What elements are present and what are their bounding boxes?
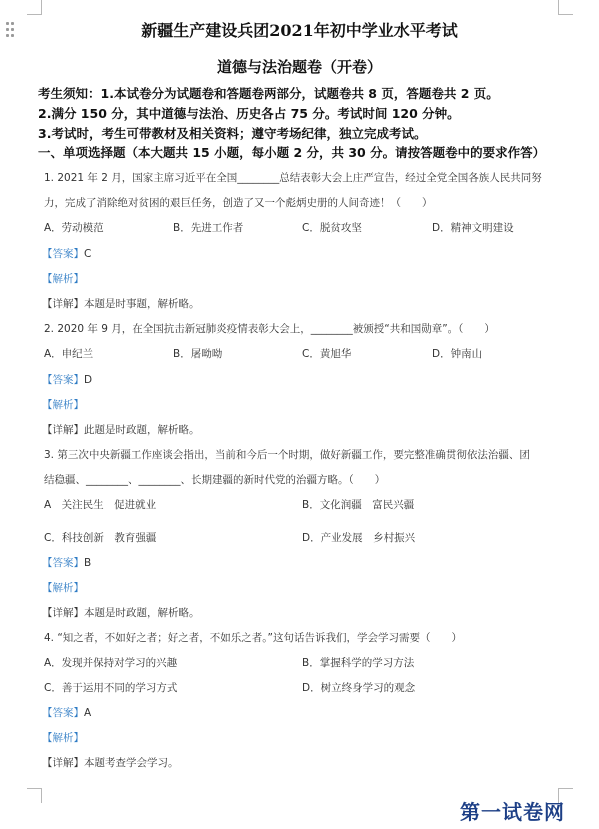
question-1-option-a: A．劳动模范: [44, 222, 104, 234]
question-2-detail: 【详解】此题是时政题，解析略。: [42, 424, 200, 436]
question-3-option-c: C．科技创新 教育强疆: [44, 532, 157, 544]
question-1-line-2: 力，完成了消除绝对贫困的艰巨任务，创造了又一个彪炳史册的人间奇迹！（ ）: [44, 197, 433, 209]
question-3-detail: 【详解】本题是时政题，解析略。: [42, 607, 200, 619]
question-1-answer: 【答案】C: [42, 248, 92, 260]
question-4-option-d: D．树立终身学习的观念: [302, 682, 416, 694]
question-4-option-c: C．善于运用不同的学习方式: [44, 682, 178, 694]
question-1-option-d: D．精神文明建设: [432, 222, 514, 234]
question-3-option-b: B．文化润疆 富民兴疆: [302, 499, 415, 511]
question-2-option-a: A．申纪兰: [44, 348, 94, 360]
question-2-option-d: D．钟南山: [432, 348, 483, 360]
section-heading: 一、单项选择题（本大题共 15 小题，每小题 2 分，共 30 分。请按答题卷中的要求作答）: [38, 145, 546, 160]
question-1-line-1: 1. 2021 年 2 月，国家主席习近平在全国________总结表彰大会上庄严宣告，经过全党全国各族人民共同努: [44, 172, 542, 184]
question-3-line-1: 3. 第三次中央新疆工作座谈会指出，当前和今后一个时期，做好新疆工作，要完整准确贯彻依法治疆、团: [44, 449, 530, 461]
question-1-option-c: C．脱贫攻坚: [302, 222, 362, 234]
question-1-detail: 【详解】本题是时事题，解析略。: [42, 298, 200, 310]
question-3-option-a: A 关注民生 促进就业: [44, 499, 157, 511]
question-2-option-c: C．黄旭华: [302, 348, 352, 360]
crop-mark-top-left: [27, 0, 42, 15]
question-4-analysis: 【解析】: [42, 732, 84, 744]
notice-line-2: 2.满分 150 分，其中道德与法治、历史各占 75 分。考试时间 120 分钟。: [38, 106, 460, 121]
question-2-analysis: 【解析】: [42, 399, 84, 411]
question-3-answer: 【答案】B: [42, 557, 92, 569]
question-2-line-1: 2. 2020 年 9 月，在全国抗击新冠肺炎疫情表彰大会上，________被颁授“共和国勋章”。（ ）: [44, 323, 495, 335]
exam-title: 新疆生产建设兵团2021年初中学业水平考试: [141, 21, 458, 40]
question-1-analysis: 【解析】: [42, 273, 84, 285]
question-4-option-a: A．发现并保持对学习的兴趣: [44, 657, 178, 669]
question-3-analysis: 【解析】: [42, 582, 84, 594]
question-4-answer: 【答案】A: [42, 707, 92, 719]
question-2-option-b: B．屠呦呦: [173, 348, 223, 360]
crop-mark-bottom-left: [27, 788, 42, 803]
question-1-option-b: B．先进工作者: [173, 222, 244, 234]
question-4-line-1: 4. “知之者，不如好之者；好之者，不如乐之者。”这句话告诉我们，学会学习需要（ ）: [44, 632, 462, 644]
question-4-option-b: B．掌握科学的学习方法: [302, 657, 415, 669]
crop-mark-top-right: [558, 0, 573, 15]
notice-line-1: 考生须知：1.本试卷分为试题卷和答题卷两部分，试题卷共 8 页，答题卷共 2 页。: [38, 86, 499, 101]
notice-line-3: 3.考试时，考生可带教材及相关资料；遵守考场纪律，独立完成考试。: [38, 126, 427, 141]
exam-subtitle: 道德与法治题卷（开卷）: [216, 58, 382, 76]
question-4-detail: 【详解】本题考查学会学习。: [42, 757, 179, 769]
question-3-line-2: 结稳疆、________、________、长期建疆的新时代党的治疆方略。（ ）: [44, 474, 386, 486]
site-watermark: 第一试卷网: [460, 800, 565, 824]
question-3-option-d: D．产业发展 乡村振兴: [302, 532, 416, 544]
question-2-answer: 【答案】D: [42, 374, 93, 386]
